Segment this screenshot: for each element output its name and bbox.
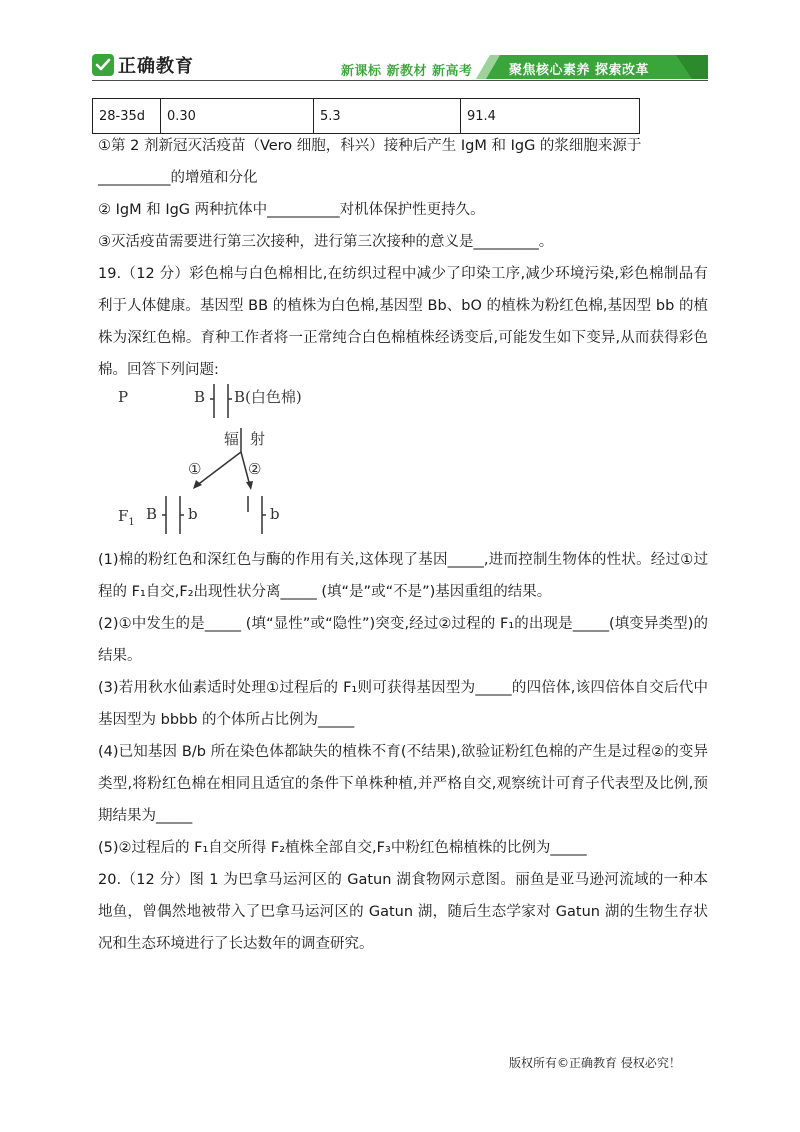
q19-part-2: (2)①中发生的是_____ (填“显性”或“隐性”)突变,经过②过程的 F₁的出现是_____(填变异类型)的结果。: [98, 616, 708, 664]
page-header: [0, 0, 800, 82]
data-table: [92, 98, 640, 134]
q20-intro: 20.（12 分）图 1 为巴拿马运河区的 Gatun 湖食物网示意图。丽鱼是亚马逊河流域的一种本地鱼，曾偶然地被带入了巴拿马运河区的 Gatun 湖，随后生态学家对 Gatun 湖的生物生存状况和生态环境进行了长达数年的调查研究。: [98, 872, 708, 952]
diagram-radiation-char-2: 射: [250, 430, 266, 448]
diagram-f1a-right-gene: b: [188, 505, 198, 523]
header-banner: [476, 55, 708, 79]
arrow-path-1: [196, 452, 241, 486]
q19-part-1: (1)棉的粉红色和深红色与酶的作用有关,这体现了基因_____,进而控制生物体的性状。经过①过程的 F₁自交,F₂出现性状分离_____ (填“是”或“不是”)基因重组的结果。: [98, 552, 708, 600]
diagram-f1b-right-gene: b: [270, 505, 280, 523]
chromosome-diagram: [110, 382, 320, 542]
copyright-footer: 版权所有©正确教育 侵权必究！: [509, 1056, 681, 1070]
q19-part-3: (3)若用秋水仙素适时处理①过程后的 F₁则可获得基因型为_____的四倍体,该四倍体自交后代中基因型为 bbbb 的个体所占比例为_____: [98, 680, 708, 728]
table-row: [93, 99, 640, 134]
q19-intro: 19.（12 分）彩色棉与白色棉相比,在纺织过程中减少了印染工序,减少环境污染,彩色棉制品有利于人体健康。基因型 BB 的植株为白色棉,基因型 Bb、bO 的植株为粉红色棉,基因型 bb 的植株为深红色棉。育种工作者将一正常纯合白色棉植株经诱变后,可能发生如下变异,从而获得彩色棉。回答下列问题:: [98, 266, 708, 378]
q18-item-3: ③灭活疫苗需要进行第三次接种，进行第三次接种的意义是_________。: [98, 234, 554, 250]
q18-item-2: ② IgM 和 IgG 两种抗体中__________对机体保护性更持久。: [98, 202, 485, 218]
diagram-radiation-char-1: 辐: [224, 430, 240, 448]
q18-item-1: ①第 2 剂新冠灭活疫苗（Vero 细胞，科兴）接种后产生 IgM 和 IgG 的浆细胞来源于: [98, 138, 642, 154]
brand-name: 正确教育: [118, 56, 194, 77]
arrowhead-icon: [193, 480, 202, 489]
diagram-path-1-label: ①: [188, 460, 202, 478]
header-slogan: 新课标 新教材 新高考: [341, 64, 473, 79]
table-cell: 5.3: [314, 99, 461, 134]
diagram-p-right-gene: B(白色棉): [234, 388, 302, 406]
arrowhead-icon: [246, 481, 253, 490]
header-divider: [92, 80, 708, 81]
diagram-p-left-gene: B: [194, 388, 206, 406]
table-cell: 28-35d: [93, 99, 161, 134]
diagram-f1a-left-gene: B: [146, 505, 158, 523]
diagram-f1-label: $F_1$: [118, 507, 135, 528]
table-cell: 91.4: [461, 99, 640, 134]
table-cell: 0.30: [161, 99, 314, 134]
diagram-p-label: P: [118, 388, 129, 406]
checkmark-icon: [92, 54, 114, 76]
brand-logo: [92, 50, 194, 80]
q18-item-1-cont: __________的增殖和分化: [98, 170, 258, 186]
q19-part-4: (4)已知基因 B/b 所在染色体都缺失的植株不育(不结果),欲验证粉红色棉的产生是过程②的变异类型,将粉红色棉在相同且适宜的条件下单株种植,并严格自交,观察统计可育子代表型及比例,预期结果为_____: [98, 744, 708, 824]
banner-text: 聚焦核心素养 探索改革: [509, 63, 650, 78]
q19-part-5: (5)②过程后的 F₁自交所得 F₂植株全部自交,F₃中粉红色棉植株的比例为_____: [98, 840, 587, 856]
diagram-path-2-label: ②: [248, 460, 262, 478]
